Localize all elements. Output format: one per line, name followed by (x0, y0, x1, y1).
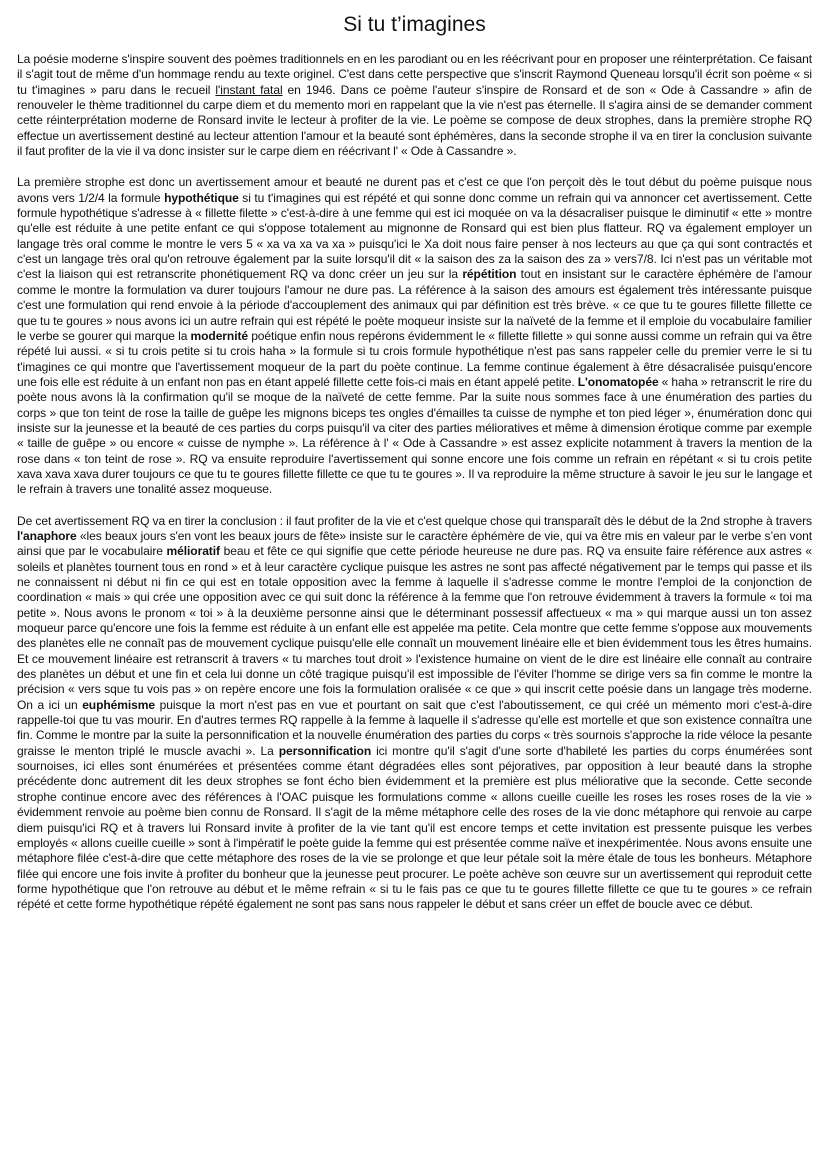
page-title: Si tu t’imagines (343, 13, 486, 36)
bold-term: euphémisme (82, 697, 156, 712)
bold-term: mélioratif (166, 544, 220, 559)
text-run: si tu t'imagines qui est répété et qui sonne donc comme un refrain qui va annoncer cet avertissement. Cette formule hypothétique s'adresse à « fillette filette » c'est-à-dire à une femme qui est ici moquée on va la désacraliser puisque le diminutif « ette » montre qu'elle est réduite à une petite enfant ce qui s'oppose totalement au mignonne de Ronsard qui est bien plus flatteur. RQ va également employer un langage très oral comme le montre le vers 5 « xa va xa va xa » puisqu'ici le Xa doit nous faire penser à nos lecteurs au que ça qui sont contractés et c'est un langage très oral qu'on retrouve également par la suite lorsqu'il dit « la saison des za la saison des za » vers7/8. Ici n'est pas un véritable mot c'est la liaison qui est retranscrite phonétiquement RQ va donc créer un jeu sur la (17, 190, 812, 282)
text-run: La poésie moderne s'inspire souvent des poèmes traditionnels en en les parodiant ou en les réécrivant pour en proposer une réinterprétation. Ce faisant il s'agit tout de même d'un hommage rendu au texte originel. C'est dans cette perspective que s'inscrit Raymond Queneau lorsqu'il écrit son poème « si tu t'imagines » paru dans le recueil (17, 52, 812, 97)
paragraph-first-strophe (17, 175, 812, 497)
bold-term: répétition (462, 267, 517, 282)
text-run: poétique enfin nous repérons évidemment le « fillette fillette » qui sonne aussi comme un refrain qui va être répété lui aussi. « si tu crois petite si tu crois haha » la formule si tu crois formule hypothétique n'est pas sans rappeler celle du premier verre le si tu t'imagines ce qui montre que l'avertissement moqueur de la part du poète continue. La femme continue également à être désacralisée puisqu'encore une fois elle est réduite à un enfant non pas en étant appelé fillette cette fois-ci mais en étant appelé petite. (17, 328, 813, 389)
text-run: « haha » retranscrit le rire du poète nous avons là la confirmation qu'il se moque de la naïveté de cette femme. Par la suite nous sommes face à une énumération des parties du corps » que ton teint de rose la taille de guêpe les mignons biceps tes ongles d'émailles ta cuisse de nymphe et ton pied léger », énumération donc qui insiste sur la jeunesse et la beauté de ces parties du corps puisqu'il va citer des parties mélioratives et même à dimension érotique comme par exemple « taille de guêpe » ou encore « cuisse de nymphe ». La référence à l' « Ode à Cassandre » est assez explicite notamment à travers la mention de la rose dans « ton teint de rose ». RQ va ensuite reproduire l'avertissement qui sonne encore une fois comme un refrain en répétant « si tu crois petite xava xava xava durer toujours ce que tu te goures fillette fillette ce que tu te goures ». Il va reproduire la même structure à savoir le jeu sur le langage et le refrain à travers une tonalité assez moqueuse. (17, 374, 812, 497)
text-run: La première strophe est donc un avertissement amour et beauté ne durent pas et c'est ce que l'on perçoit dès le tout début du poème puisque nous avons vers 1/2/4 la formule (17, 175, 812, 205)
paragraph-second-strophe (17, 514, 812, 913)
text-run: en 1946. Dans ce poème l'auteur s'inspire de Ronsard et de son « Ode à Cassandre » afin de renouveler le thème traditionnel du carpe diem et du memento mori en rappelant que la vie n'est pas éternelle. Il s'agira ainsi de se demander comment cette réinterprétation moderne de Ronsard invite le lecteur à profiter de la vie. Le poème se compose de deux strophes, dans la première strophe RQ effectue un avertissement destiné au lecteur attention l'amour et la beauté sont éphémères, dans la seconde strophe il va en tirer la conclusion suivante il faut profiter de la vie il va donc insister sur le carpe diem en réécrivant l' « Ode à Cassandre ». (17, 82, 812, 159)
text-run: puisque la mort n'est pas en vue et pourtant on sait que c'est l'aboutissement, ce qui créé un mémento mori c'est-à-dire rappelle-toi que tu vas mourir. En d'autres termes RQ rappelle à la femme à laquelle il s'adresse qu'elle est mortelle et que son existence connaîtra une fin. Comme le montre par la suite la personnification et la nouvelle énumération des parties du corps « très sournois s'approche la ride véloce la pesante graisse le menton triplé le muscle avachi ». La (17, 697, 812, 758)
text-run: tout en insistant sur le caractère éphémère de l'amour comme le montre la formulation va durer toujours l'amour ne dure pas. La référence à la saison des amours est également très intéressante puisque c'est une formulation qui rend envoie à la période d'accouplement des animaux qui par définition est très brève. « ce que tu te goures fillette fillette ce que tu te goures » nous avons ici un autre refrain qui est répété le poète moqueur insiste sur la naïveté de la femme et il emploie du vocabulaire familier le verbe se gourer qui marque la (17, 267, 812, 343)
paragraph-introduction (17, 52, 812, 159)
text-run: De cet avertissement RQ va en tirer la conclusion : il faut profiter de la vie et c'est quelque chose qui transparaît dès le début de la 2nd strophe à travers (17, 513, 812, 528)
text-run: ici montre qu'il s'agit d'une sorte d'habileté les parties du corps énumérées sont sournoises, ici elles sont énumérées et présentées comme étant dégradées elles sont péjoratives, par opposition à leur beauté dans la strophe précédente donc autrement dit les deux strophes se font écho bien évidemment et la première est plus méliorative que la seconde. Cette seconde strophe continue encore avec des références à l'OAC puisque les formulations comme « allons cueille cueille les roses les roses roses de la vie » évidemment renvoie au poème bien connu de Ronsard. Il s'agit de la même métaphore celle des roses de la vie donc métaphore qui renvoie au carpe diem puisqu'ici RQ et à travers lui Ronsard invite à profiter de la vie tant qu'il est encore temps et cette invitation est pressente puisque les verbes employés « allons cueille cueille » sont à l'impératif le poète guide la femme qui est présentée comme naïve et inexpérimentée. Nous avons ensuite une métaphore filée c'est-à-dire que cette métaphore des roses de la vie se prolonge et que leur pétale soit la mère étale de tous les bonheurs. Métaphore filée qui encore une fois invite à profiter du bonheur que la jeunesse peut procurer. Le poète achève son œuvre sur un avertissement qui reproduit cette forme hypothétique que l'on retrouve au début et le même refrain « si tu le fais pas ce que tu te goures fillette fillette ce que tu te goures » ce refrain répété et cette forme hypothétique répété également ne sont pas sans nous rappeler le début et sans créer un effet de boucle avec ce début. (17, 743, 812, 912)
bold-term: L'onomatopée (577, 374, 659, 389)
bold-term: modernité (190, 328, 249, 343)
bold-term: l'anaphore (17, 528, 77, 543)
bold-term: hypothétique (164, 190, 239, 205)
text-run: beau et fête ce qui signifie que cette période heureuse ne dure pas. RQ va ensuite faire référence aux astres « soleils et planètes tournent tous en rond » et à leur caractère cyclique puisque les astres ne sont pas affecté négativement par le temps qui passe et ils ne connaissent ni début ni fin ce qui est en totale opposition avec la femme à laquelle il s'adresse comme le montre l'emploi de la conjonction de coordination « mais » qui crée une opposition avec ce qui suit donc la référence à la femme que l'on retrouve évidemment à travers la formule « toi ma petite ». Nous avons le pronom « toi » à la deuxième personne ainsi que le déterminant possessif affectueux « ma » qui marque aussi un ton assez moqueur parce qu'encore une fois la femme est réduite à un enfant elle est appelée ma petite. Cela montre que cette femme s'oppose aux mouvements des planètes elle ne connaît pas de mouvement cyclique puisqu'elle elle connaît un mouvement linéaire elle et bien évidemment tous les êtres humains. Et ce mouvement linéaire est retranscrit à travers « tu marches tout droit » l'existence humaine on vient de le dire est linéaire elle connaît au contraire des planètes un début et une fin et cela lui donne un côté tragique puisqu'il est impossible de l'éviter l'homme se dirige vers sa fin comme le montre la précision « vers sque tu vois pas » on repère encore une fois la formulation oralisée « ce que » qui inscrit cette poésie dans un langage très moderne. On a ici un (17, 544, 812, 712)
text-run: «les beaux jours s'en vont les beaux jours de fête» insiste sur le caractère éphémère de vie, qui va être mis en valeur par le verbe s’en vont ainsi que par le vocabulaire (17, 528, 812, 559)
underlined-title: l'instant fatal (215, 82, 283, 97)
bold-term: personnification (278, 743, 372, 758)
